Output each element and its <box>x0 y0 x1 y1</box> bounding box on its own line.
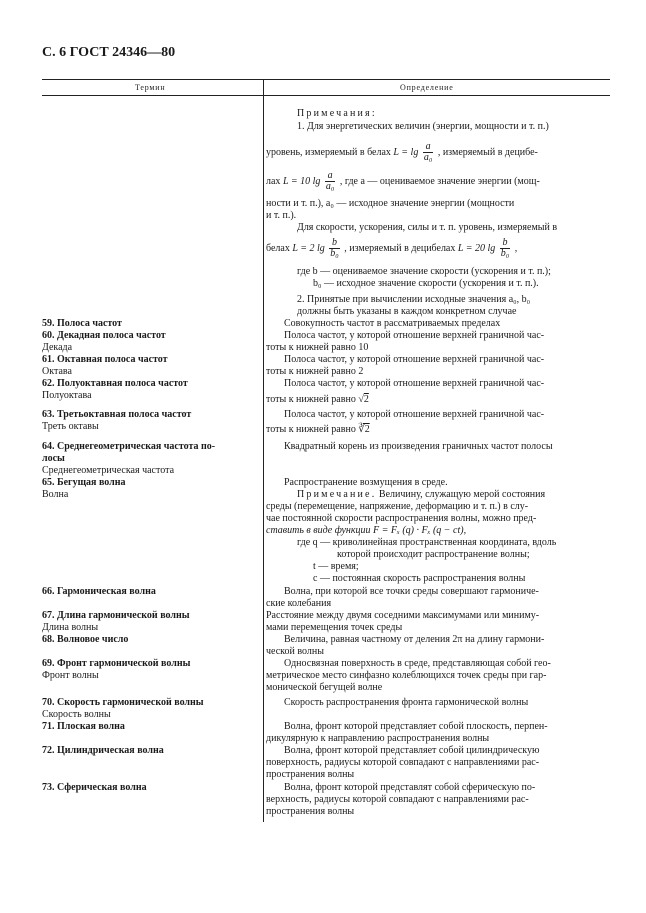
def-68-line1: Величина, равная частному от деления 2π на длину гармони- <box>284 634 545 645</box>
def-65-note-text: Величину, служащую мерой состояния <box>378 489 546 500</box>
term-63-short: Треть октавы <box>42 421 99 432</box>
term-59: 59. Полоса частот <box>42 318 122 329</box>
term-65-short: Волна <box>42 489 69 500</box>
fraction-b-over-b0-2 <box>500 238 510 259</box>
def-62-line2 <box>266 394 369 406</box>
note1-line3-tail: , где a — оцениваемое значение энергии (мощ- <box>339 176 540 187</box>
frac-num: b <box>500 238 510 249</box>
notes-heading: Примечания: <box>297 108 377 119</box>
def-63-text: тоты к нижней равно <box>266 424 356 435</box>
def-65-note-line5: где q — криволинейная пространственная координата, вдоль <box>297 537 557 548</box>
term-70: 70. Скорость гармонической волны <box>42 697 204 708</box>
def-61-line2: тоты к нижней равно 2 <box>266 366 364 377</box>
frac-den: b₀ <box>500 248 510 260</box>
term-61: 61. Октавная полоса частот <box>42 354 168 365</box>
frac-den: a₀ <box>325 181 335 193</box>
def-60-line2: тоты к нижней равно 10 <box>266 342 369 353</box>
def-67-line2: мами перемещения точек среды <box>266 622 403 633</box>
def-66-line2: ские колебания <box>266 598 332 609</box>
sqrt-symbol: √ <box>358 394 364 405</box>
term-71: 71. Плоская волна <box>42 721 125 732</box>
formula-2lg: L = 2 lg <box>292 243 325 254</box>
def-65-note-line1 <box>297 489 545 501</box>
frac-num: b <box>329 238 339 249</box>
term-61-short: Октава <box>42 366 72 377</box>
note1-line6: Для скорости, ускорения, силы и т. п. уровень, измеряемый в <box>297 222 558 233</box>
def-63-cube-root: ∛2 <box>358 424 370 435</box>
def-69-line2: метрическое место синфазно колеблющихся точек среды при гар- <box>266 670 547 681</box>
term-65: 65. Бегущая волна <box>42 477 126 488</box>
def-71-line2: дикулярную к направлению распространения волны <box>266 733 490 744</box>
def-64: Квадратный корень из произведения граничных частот полосы <box>284 441 553 452</box>
def-70: Скорость распространения фронта гармонической волны <box>284 697 529 708</box>
page-header: С. 6 ГОСТ 24346—80 <box>42 45 176 60</box>
frac-den: a₀ <box>423 152 433 164</box>
note-label: Примечание. <box>297 489 377 500</box>
def-68-line2: ческой волны <box>266 646 324 657</box>
term-67-short: Длина волны <box>42 622 99 633</box>
def-65: Распространение возмущения в среде. <box>284 477 448 488</box>
term-72: 72. Цилиндрическая волна <box>42 745 164 756</box>
def-73-line2: верхность, радиусы которой совпадают с направлениями рас- <box>266 794 529 805</box>
note1-line5: и т. п.). <box>266 210 297 221</box>
term-64-line1: 64. Среднегеометрическая частота по- <box>42 441 216 452</box>
column-header-definition: Определение <box>400 83 454 92</box>
term-62: 62. Полуоктавная полоса частот <box>42 378 188 389</box>
header-bottom-rule <box>42 95 610 96</box>
term-60-short: Декада <box>42 342 73 353</box>
def-62-text: тоты к нижней равно <box>266 394 356 405</box>
note1-line7-text: белах <box>266 243 290 254</box>
def-72-line1: Волна, фронт которой представляет собой цилиндрическую <box>284 745 540 756</box>
frac-num: a <box>423 142 433 153</box>
def-62-line1: Полоса частот, у которой отношение верхней граничной час- <box>284 378 545 389</box>
term-69: 69. Фронт гармонической волны <box>42 658 191 669</box>
table-top-rule <box>42 79 610 80</box>
def-63-line2 <box>266 424 370 436</box>
note1-line2 <box>266 142 538 164</box>
formula-l-bels: L = lg <box>393 147 419 158</box>
def-60-line1: Полоса частот, у которой отношение верхней граничной час- <box>284 330 545 341</box>
note2-line2: должны быть указаны в каждом конкретном случае <box>297 306 517 317</box>
note1-line7-tail: , <box>514 243 518 254</box>
def-59: Совокупность частот в рассматриваемых пределах <box>284 318 501 329</box>
note1-line3 <box>266 171 540 193</box>
note1-line7-mid: , измеряемый в децибелах <box>344 243 456 254</box>
note1-line3-text: лах <box>266 176 281 187</box>
fraction-a-over-a0-2 <box>325 171 335 192</box>
note1-line8: где b — оцениваемое значение скорости (ускорения и т. п.); <box>297 266 551 277</box>
def-65-note-line3: чае постоянной скорости распространения волны, можно пред- <box>266 513 537 524</box>
def-65-note-line7: t — время; <box>313 561 359 572</box>
term-68: 68. Волновое число <box>42 634 129 645</box>
def-65-note-line4: ставить в виде функции F = Fₓ (q) · Fₓ (q − ct), <box>266 525 467 536</box>
def-65-note-line6: которой происходит распространение волны; <box>337 549 530 560</box>
def-61-line1: Полоса частот, у которой отношение верхней граничной час- <box>284 354 545 365</box>
def-66-line1: Волна, при которой все точки среды совершают гармониче- <box>284 586 539 597</box>
column-header-term: Термин <box>135 83 166 92</box>
note1-line1: 1. Для энергетических величин (энергии, мощности и т. п.) <box>297 121 549 132</box>
term-73: 73. Сферическая волна <box>42 782 147 793</box>
term-60: 60. Декадная полоса частот <box>42 330 166 341</box>
note2-line1: 2. Принятые при вычислении исходные значения a₀, b₀ <box>297 294 531 305</box>
def-67-line1: Расстояние между двумя соседними максимумами или миниму- <box>266 610 540 621</box>
term-62-short: Полуоктава <box>42 390 92 401</box>
term-70-short: Скорость волны <box>42 709 111 720</box>
term-63: 63. Третьоктавная полоса частот <box>42 409 192 420</box>
def-73-line1: Волна, фронт которой представлят собой сферическую по- <box>284 782 536 793</box>
term-66: 66. Гармоническая волна <box>42 586 156 597</box>
note1-line2-text: уровень, измеряемый в белах <box>266 147 391 158</box>
fraction-b-over-b0 <box>329 238 339 259</box>
def-72-line2: поверхность, радиусы которой совпадают с направлениями рас- <box>266 757 540 768</box>
formula-20lg: L = 20 lg <box>457 243 496 254</box>
def-71-line1: Волна, фронт которой представляет собой плоскость, перпен- <box>284 721 548 732</box>
frac-den: b₀ <box>330 248 339 260</box>
def-63-line1: Полоса частот, у которой отношение верхней граничной час- <box>284 409 545 420</box>
note1-line9: b₀ — исходное значение скорости (ускорения и т. п.). <box>313 278 539 289</box>
def-69-line3: монической бегущей волне <box>266 682 383 693</box>
def-69-line1: Односвязная поверхность в среде, представляющая собой гео- <box>284 658 551 669</box>
term-64-line2: лосы <box>42 453 65 464</box>
def-62-radicand: 2 <box>363 394 369 405</box>
frac-num: a <box>325 171 335 182</box>
note1-line7 <box>266 238 517 260</box>
note1-line4: ности и т. п.), a₀ — исходное значение энергии (мощности <box>266 198 515 209</box>
note1-line2-tail: , измеряемый в децибе- <box>437 147 538 158</box>
def-73-line3: пространения волны <box>266 806 355 817</box>
term-67: 67. Длина гармонической волны <box>42 610 190 621</box>
term-64-short: Среднегеометрическая частота <box>42 465 175 476</box>
column-divider <box>263 80 264 822</box>
def-65-note-line2: среды (перемещение, напряжение, деформацию и т. п.) в слу- <box>266 501 529 512</box>
def-72-line3: пространения волны <box>266 769 355 780</box>
term-69-short: Фронт волны <box>42 670 99 681</box>
def-65-note-line8: c — постоянная скорость распространения волны <box>313 573 526 584</box>
fraction-a-over-a0 <box>423 142 433 163</box>
formula-l-decibels: L = 10 lg <box>282 176 321 187</box>
